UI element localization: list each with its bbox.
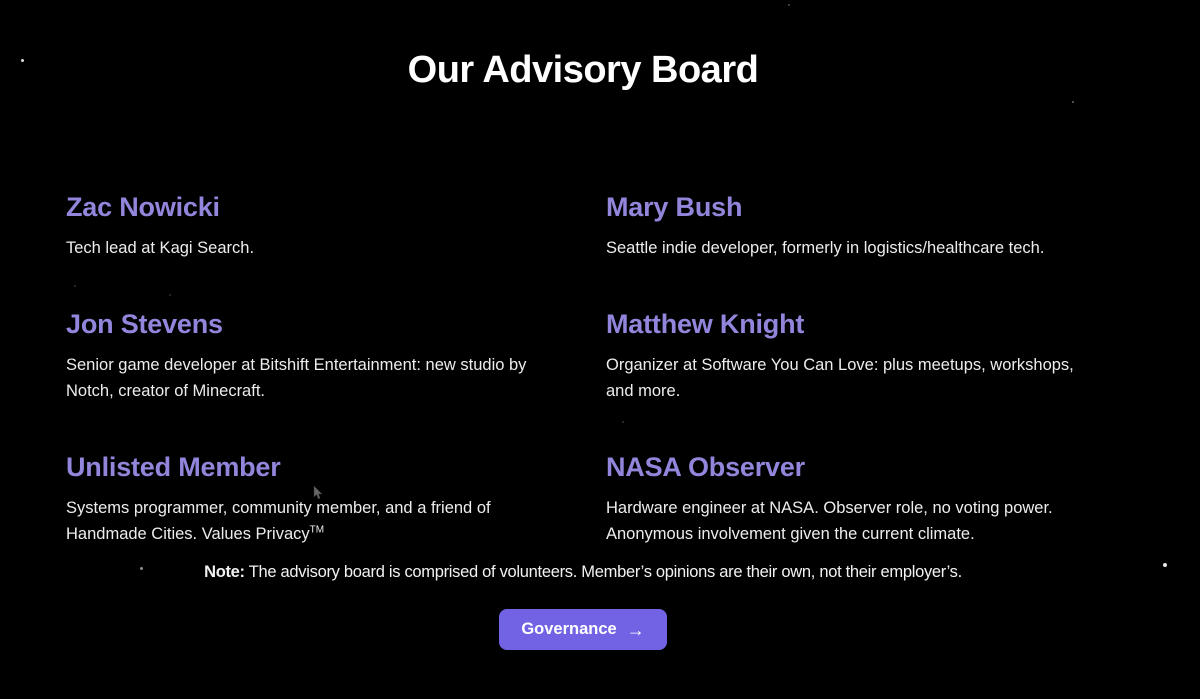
member-card <box>66 192 560 261</box>
cta-row <box>66 609 1100 650</box>
note-text: The advisory board is comprised of volunteers. Member’s opinions are their own, not their employer’s. <box>244 563 962 581</box>
member-name: Zac Nowicki <box>66 192 220 222</box>
arrow-right-icon: → <box>626 619 645 640</box>
governance-button-label: Governance <box>521 620 617 638</box>
board-members-grid <box>66 192 1100 547</box>
member-name: Matthew Knight <box>606 309 805 339</box>
trademark-superscript: TM <box>309 524 325 536</box>
member-card <box>606 192 1100 261</box>
member-name: Unlisted Member <box>66 452 281 482</box>
member-card <box>66 452 560 547</box>
member-bio: Seattle indie developer, formerly in logistics/healthcare tech. <box>606 239 1045 257</box>
member-bio: Tech lead at Kagi Search. <box>66 239 255 257</box>
member-bio: Senior game developer at Bitshift Entertainment: new studio by Notch, creator of Minecraft. <box>66 356 527 400</box>
page-title: Our Advisory Board <box>407 49 759 91</box>
member-name: NASA Observer <box>606 452 805 482</box>
note-label: Note: <box>204 563 245 581</box>
member-bio <box>66 495 541 547</box>
member-name: Jon Stevens <box>66 309 223 339</box>
member-bio: Hardware engineer at NASA. Observer role, no voting power. Anonymous involvement given the current climate. <box>606 499 1053 543</box>
volunteer-note <box>66 563 1100 581</box>
member-name: Mary Bush <box>606 192 743 222</box>
member-card <box>606 452 1100 547</box>
member-card <box>66 309 560 404</box>
member-bio: Organizer at Software You Can Love: plus meetups, workshops, and more. <box>606 356 1074 400</box>
member-card <box>606 309 1100 404</box>
governance-button[interactable] <box>499 609 666 650</box>
member-bio-text: Systems programmer, community member, and a friend of Handmade Cities. Values Privacy <box>66 499 491 543</box>
